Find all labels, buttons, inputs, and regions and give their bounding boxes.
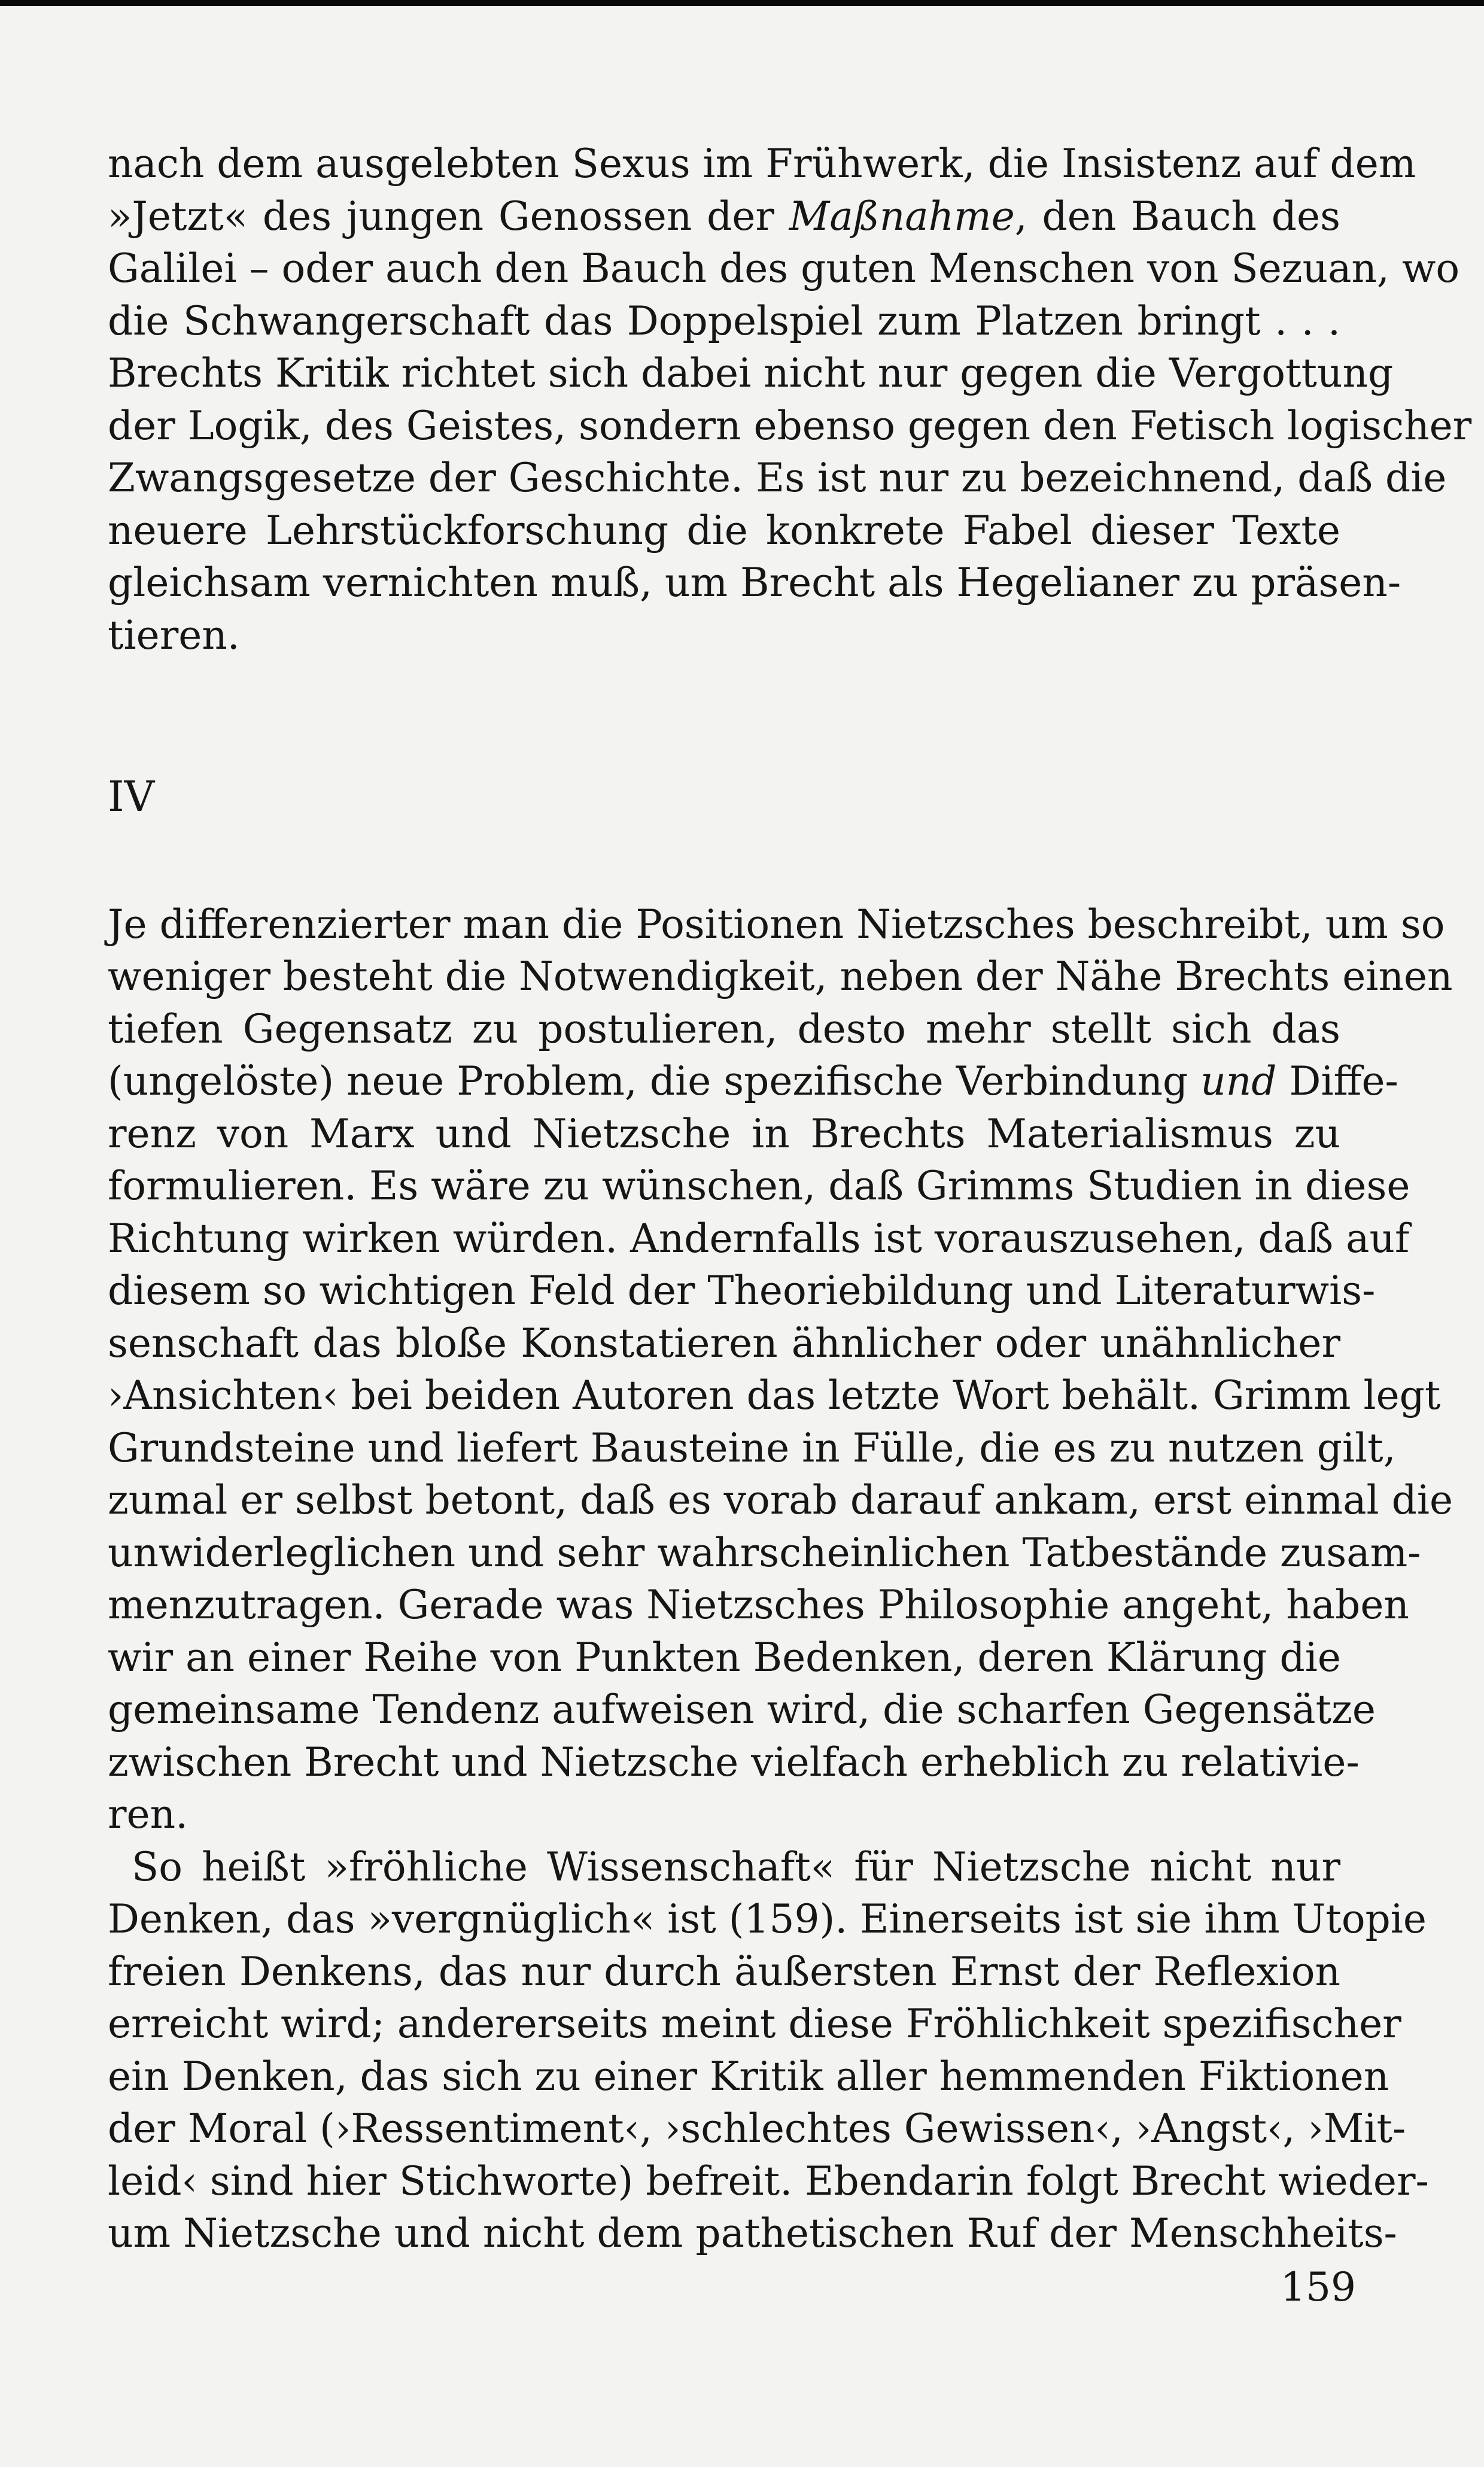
text-line: ren. — [108, 1791, 188, 1837]
text-line: diesem so wichtigen Feld der Theoriebildung und Literaturwis- — [108, 1268, 1376, 1314]
text-line: senschaft das bloße Konstatieren ähnlicher oder unähnlicher — [108, 1320, 1340, 1366]
text-line: tieren. — [108, 612, 240, 658]
page-number: 159 — [1281, 2264, 1356, 2310]
text-line: menzutragen. Gerade was Nietzsches Philosophie angeht, haben — [108, 1582, 1409, 1628]
text-line — [108, 190, 1340, 243]
text-line: zumal er selbst betont, daß es vorab darauf ankam, erst einmal die — [108, 1477, 1453, 1523]
text-line: die Schwangerschaft das Doppelspiel zum Platzen bringt . . . — [108, 297, 1340, 344]
italic-term: und — [1200, 1058, 1277, 1104]
paragraph-3 — [108, 1841, 1429, 2260]
text-line: zwischen Brecht und Nietzsche vielfach erheblich zu relativie- — [108, 1739, 1360, 1785]
scan-top-edge — [0, 0, 1484, 6]
text-line: Grundsteine und liefert Bausteine in Fülle, die es zu nutzen gilt, — [108, 1424, 1396, 1471]
paragraph-2 — [108, 898, 1453, 1841]
text-line: gleichsam vernichten muß, um Brecht als Hegelianer zu präsen- — [108, 560, 1401, 606]
text-line: tiefen Gegensatz zu postulieren, desto mehr stellt sich das — [108, 1005, 1340, 1052]
text-line: Richtung wirken würden. Andernfalls ist vorauszusehen, daß auf — [108, 1215, 1410, 1262]
text-line: Denken, das »vergnüglich« ist (159). Einerseits ist sie ihm Utopie — [108, 1896, 1427, 1942]
text-line: weniger besteht die Notwendigkeit, neben der Nähe Brechts einen — [108, 953, 1453, 999]
text-line: Zwangsgesetze der Geschichte. Es ist nur zu bezeichnend, daß die — [108, 455, 1447, 501]
text-line: um Nietzsche und nicht dem pathetischen Ruf der Menschheits- — [108, 2210, 1397, 2256]
text-line: Galilei – oder auch den Bauch des guten Menschen von Sezuan, wo — [108, 245, 1460, 291]
text-segment: (ungelöste) neue Problem, die spezifische Verbindung — [108, 1058, 1201, 1104]
text-line: gemeinsame Tendenz aufweisen wird, die scharfen Gegensätze — [108, 1687, 1376, 1733]
text-line: Brechts Kritik richtet sich dabei nicht nur gegen die Vergottung — [108, 350, 1394, 396]
text-line: So heißt »fröhliche Wissenschaft« für Nietzsche nicht nur — [132, 1843, 1340, 1890]
text-line: ›Ansichten‹ bei beiden Autoren das letzte Wort behält. Grimm legt — [108, 1372, 1441, 1418]
italic-term: Maßnahme — [789, 193, 1015, 239]
text-segment: »Jetzt« des jungen Genossen der — [108, 193, 789, 239]
text-line: freien Denkens, das nur durch äußersten Ernst der Reflexion — [108, 1948, 1340, 1995]
text-line — [108, 1055, 1398, 1108]
text-line: nach dem ausgelebten Sexus im Frühwerk, die Insistenz auf dem — [108, 141, 1416, 187]
text-line: formulieren. Es wäre zu wünschen, daß Grimms Studien in diese — [108, 1163, 1410, 1209]
book-page-text — [108, 138, 1472, 2260]
text-line: renz von Marx und Nietzsche in Brechts Materialismus zu — [108, 1110, 1340, 1157]
text-segment: , den Bauch des — [1014, 193, 1340, 239]
text-line: Je differenzierter man die Positionen Nietzsches beschreibt, um so — [108, 901, 1445, 947]
text-line: der Logik, des Geistes, sondern ebenso gegen den Fetisch logischer — [108, 402, 1472, 449]
text-line: der Moral (›Ressentiment‹, ›schlechtes Gewissen‹, ›Angst‹, ›Mit- — [108, 2106, 1406, 2152]
paragraph-1 — [108, 138, 1472, 661]
text-line: leid‹ sind hier Stichworte) befreit. Ebendarin folgt Brecht wieder- — [108, 2158, 1429, 2204]
text-line: neuere Lehrstückforschung die konkrete Fabel dieser Texte — [108, 507, 1340, 554]
text-line: unwiderleglichen und sehr wahrscheinlichen Tatbestände zusam- — [108, 1529, 1421, 1576]
text-line: ein Denken, das sich zu einer Kritik aller hemmenden Fiktionen — [108, 2053, 1389, 2100]
section-heading: IV — [108, 772, 155, 821]
text-segment: Diffe- — [1276, 1058, 1398, 1104]
text-line: wir an einer Reihe von Punkten Bedenken, deren Klärung die — [108, 1634, 1341, 1681]
text-line: erreicht wird; andererseits meint diese Fröhlichkeit spezifischer — [108, 2001, 1401, 2047]
